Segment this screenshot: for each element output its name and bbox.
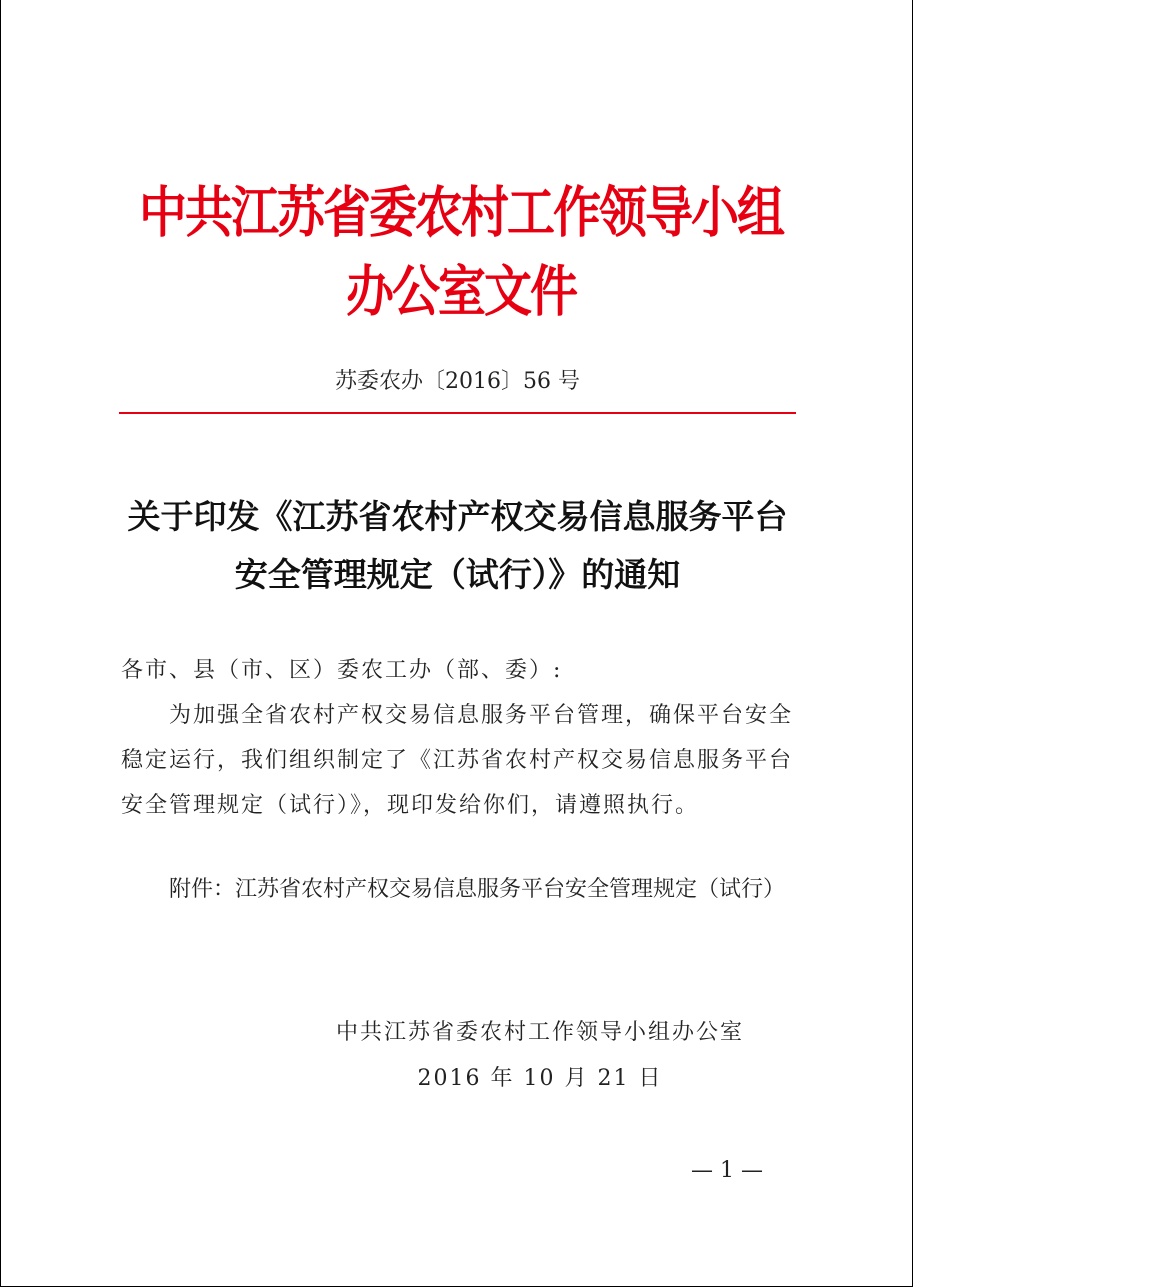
salutation: 各市、县（市、区）委农工办（部、委）: [121, 658, 563, 683]
notice-title-line-2: 安全管理规定（试行）》的通知 [234, 555, 681, 594]
red-separator-line [119, 412, 796, 414]
document-number: 苏委农办〔2016〕56 号 [335, 369, 580, 394]
attachment-note: 附件：江苏省农村产权交易信息服务平台安全管理规定（试行） [169, 877, 786, 902]
paragraph-line-3: 安全管理规定（试行）》，现印发给你们，请遵照执行。 [121, 793, 700, 818]
notice-title [119, 488, 796, 604]
notice-body [121, 648, 801, 828]
signature-block [335, 1010, 745, 1102]
issuer-title: 中共江苏省委农村工作领导小组办公室文件 [138, 180, 783, 325]
paragraph-line-2: 稳定运行，我们组织制定了《江苏省农村产权交易信息服务平台 [121, 748, 794, 773]
page-number: — 1 — [691, 1158, 763, 1183]
signing-organization: 中共江苏省委农村工作领导小组办公室 [335, 1020, 744, 1045]
paragraph-line-1: 为加强全省农村产权交易信息服务平台管理，确保平台安全 [169, 703, 794, 728]
signing-date: 2016 年 10 月 21 日 [417, 1066, 663, 1091]
notice-title-line-1: 关于印发《江苏省农村产权交易信息服务平台 [127, 497, 788, 536]
